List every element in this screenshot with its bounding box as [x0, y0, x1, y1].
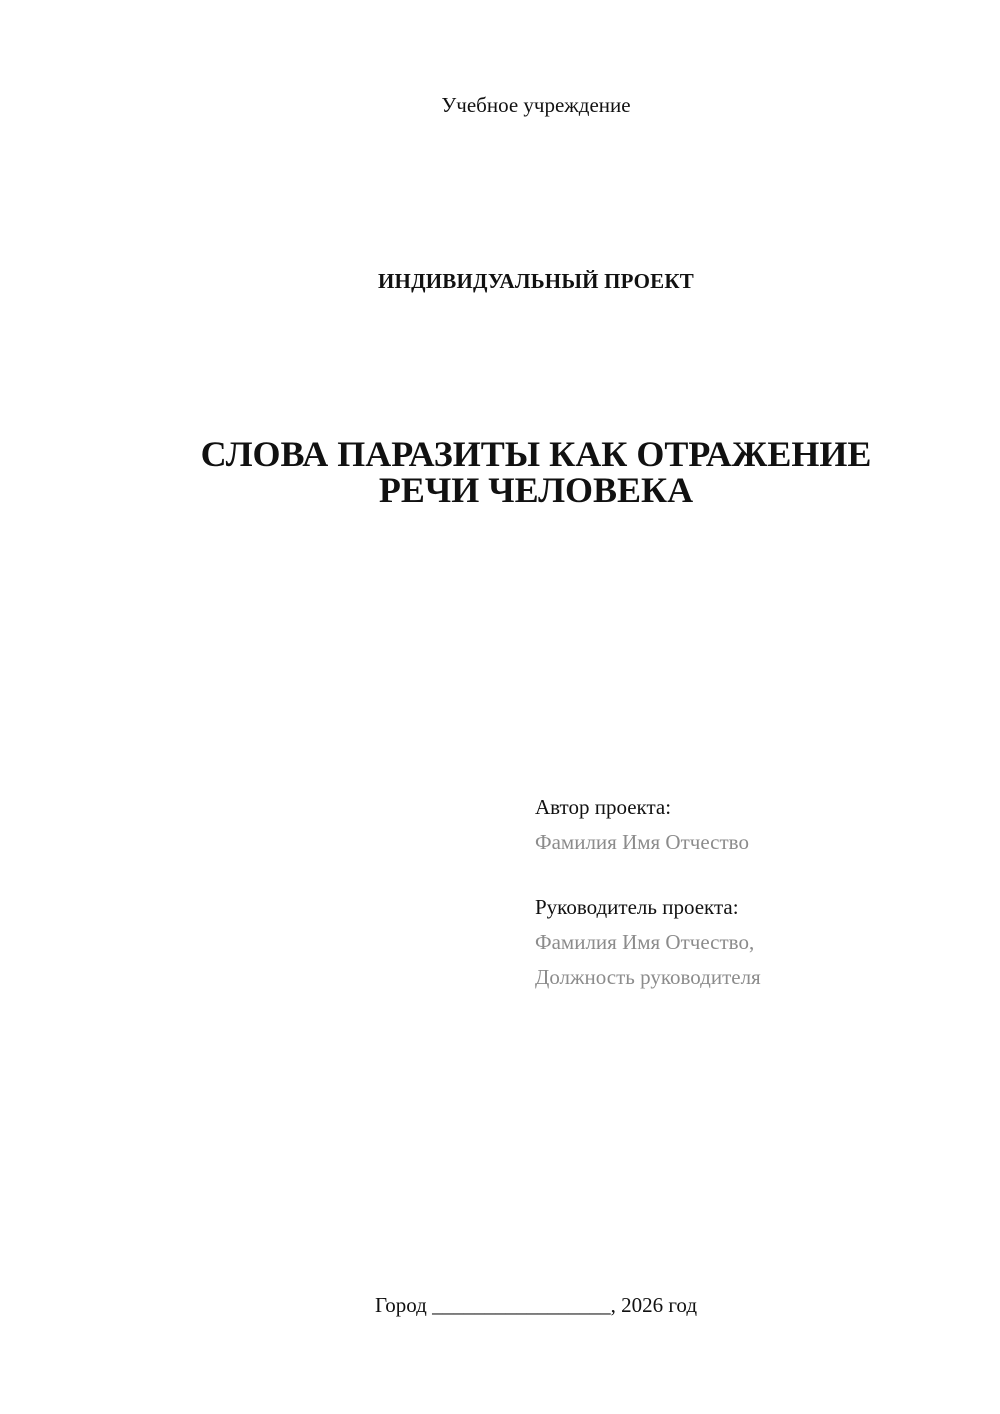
credits-spacer — [535, 860, 761, 890]
supervisor-label: Руководитель проекта: — [535, 895, 739, 919]
author-name: Фамилия Имя Отчество — [535, 830, 749, 854]
project-title — [0, 436, 1000, 508]
project-credits — [535, 790, 761, 995]
document-type: ИНДИВИДУАЛЬНЫЙ ПРОЕКТ — [378, 269, 694, 293]
author-label: Автор проекта: — [535, 795, 672, 819]
city-year-line: Город _________________, 2026 год — [374, 1293, 698, 1317]
institution-name: Учебное учреждение — [441, 93, 631, 117]
supervisor-position: Должность руководителя — [535, 965, 761, 989]
supervisor-name: Фамилия Имя Отчество, — [535, 930, 755, 954]
project-title-line-1: СЛОВА ПАРАЗИТЫ КАК ОТРАЖЕНИЕ — [200, 434, 872, 474]
project-title-line-2: РЕЧИ ЧЕЛОВЕКА — [378, 470, 694, 510]
